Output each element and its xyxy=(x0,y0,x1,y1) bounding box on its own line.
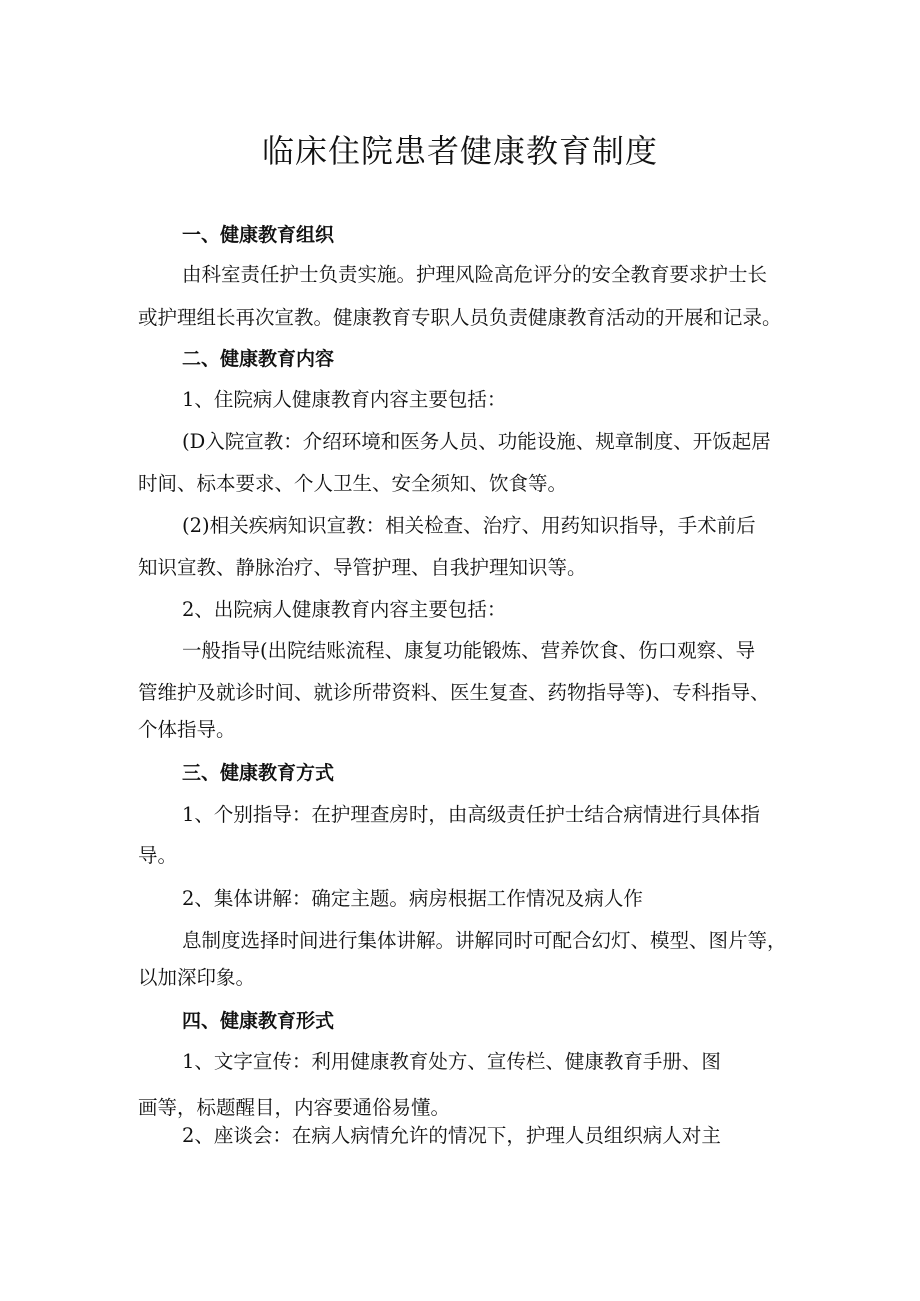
section-heading-organization: 一、健康教育组织 xyxy=(182,224,335,246)
page-title: 临床住院患者健康教育制度 xyxy=(261,132,658,170)
paragraph-line: 知识宣教、静脉治疗、导管护理、自我护理知识等。 xyxy=(138,556,587,579)
paragraph-line: 或护理组长再次宣教。健康教育专职人员负责健康教育活动的开展和记录。 xyxy=(138,306,782,329)
paragraph-line: 导。 xyxy=(138,844,178,867)
paragraph-line: 以加深印象。 xyxy=(138,966,256,989)
paragraph-line: 由科室责任护士负责实施。护理风险高危评分的安全教育要求护士长 xyxy=(182,263,768,286)
paragraph-line: 时间、标本要求、个人卫生、安全须知、饮食等。 xyxy=(138,472,568,495)
paragraph-line: (D入院宣教：介绍环境和医务人员、功能设施、规章制度、开饭起居 xyxy=(182,430,771,453)
paragraph-line: 1、个别指导：在护理查房时，由高级责任护士结合病情进行具体指 xyxy=(182,803,760,826)
paragraph-line: (2)相关疾病知识宣教：相关检查、治疗、用药知识指导，手术前后 xyxy=(182,514,756,537)
paragraph-line: 个体指导。 xyxy=(138,718,236,741)
paragraph-line: 1、文字宣传：利用健康教育处方、宣传栏、健康教育手册、图 xyxy=(182,1050,721,1073)
section-heading-forms: 四、健康教育形式 xyxy=(182,1010,335,1032)
paragraph-line: 息制度选择时间进行集体讲解。讲解同时可配合幻灯、模型、图片等， xyxy=(182,929,787,952)
section-heading-content: 二、健康教育内容 xyxy=(182,348,335,370)
paragraph-line: 2、集体讲解：确定主题。病房根据工作情况及病人作 xyxy=(182,887,643,910)
paragraph-line: 2、座谈会：在病人病情允许的情况下，护理人员组织病人对主 xyxy=(182,1124,721,1147)
section-heading-methods: 三、健康教育方式 xyxy=(182,762,335,784)
paragraph-line: 1、住院病人健康教育内容主要包括： xyxy=(182,388,507,411)
paragraph-line: 一般指导(出院结账流程、康复功能锻炼、营养饮食、伤口观察、导 xyxy=(182,639,756,662)
paragraph-line: 管维护及就诊时间、就诊所带资料、医生复查、药物指导等)、专科指导、 xyxy=(138,681,770,704)
paragraph-line: 2、出院病人健康教育内容主要包括： xyxy=(182,598,507,621)
paragraph-line: 画等，标题醒目，内容要通俗易懂。 xyxy=(138,1096,451,1119)
